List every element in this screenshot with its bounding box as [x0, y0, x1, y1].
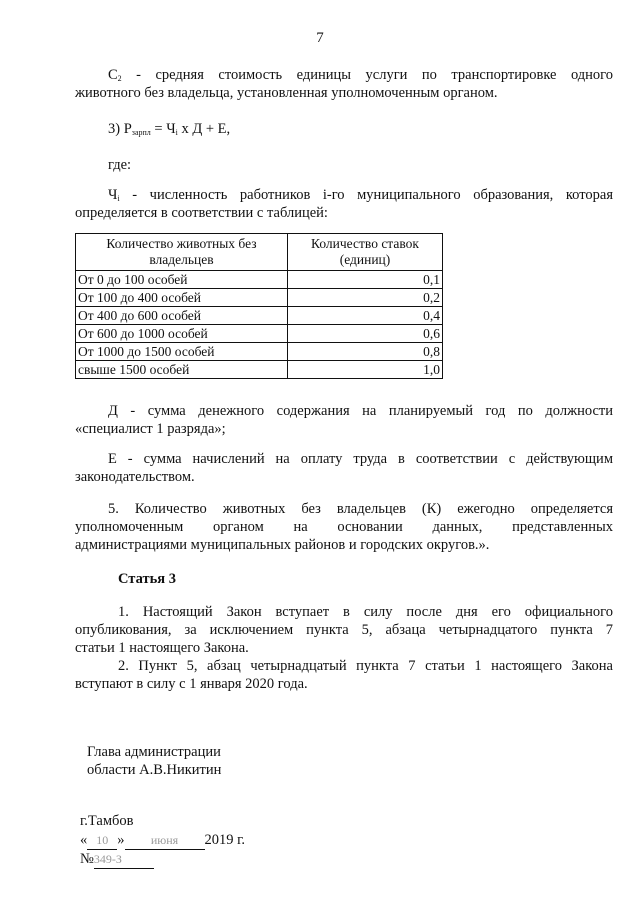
- where-label: где:: [108, 157, 132, 173]
- table-cell-range: От 100 до 400 особей: [76, 289, 288, 307]
- formula-salary: 3) $Р_{зарпл} = Ч_i$ х Д + Е,: [108, 121, 231, 137]
- p5-line2: уполномоченным органом на основании данных, представленных: [75, 519, 613, 535]
- table-cell-range: От 600 до 1000 особей: [76, 325, 288, 343]
- footer-date: « 10 » июня 2019 г.: [80, 832, 246, 848]
- table-cell-range: От 400 до 600 особей: [76, 307, 288, 325]
- ch-definition-line1: $Ч_i$ - численность работников i-го муниципального образования, которая: [108, 187, 613, 203]
- e-definition-line2: законодательством.: [75, 469, 195, 485]
- signature-title-line1: Глава администрации: [87, 744, 221, 760]
- ch-definition-line2: определяется в соответствии с таблицей:: [75, 205, 328, 221]
- article3-item1-line3: статьи 1 настоящего Закона.: [75, 640, 249, 656]
- d-definition-line2: «специалист 1 разряда»;: [75, 421, 226, 437]
- article3-item1-line1: 1. Настоящий Закон вступает в силу после дня его официального: [118, 604, 613, 620]
- c2-definition-line1: $С_2$ - средняя стоимость единицы услуги по транспортировке одного: [108, 67, 613, 83]
- table-row: [76, 325, 443, 343]
- staff-rates-table: [75, 233, 443, 379]
- table-cell-rate: 0,8: [288, 343, 443, 361]
- table-row: [76, 361, 443, 379]
- table-header-animals: Количество животных без владельцев: [76, 234, 288, 271]
- table-cell-range: От 1000 до 1500 особей: [76, 343, 288, 361]
- table-row: [76, 307, 443, 325]
- c2-definition-line2: животного без владельца, установленная уполномоченным органом.: [75, 85, 498, 101]
- article3-heading: Статья 3: [118, 571, 176, 587]
- table-cell-range: свыше 1500 особей: [76, 361, 288, 379]
- footer-number: №349-З: [80, 850, 154, 869]
- table-row: [76, 289, 443, 307]
- p5-line3: администрациями муниципальных районов и городских округов.».: [75, 537, 490, 553]
- article3-item1-line2: опубликования, за исключением пункта 5, абзаца четырнадцатого пункта 7: [75, 622, 613, 638]
- article3-item2-line2: вступают в силу с 1 января 2020 года.: [75, 676, 308, 692]
- footer-city: г.Тамбов: [80, 813, 134, 829]
- p5-line1: 5. Количество животных без владельцев (К) ежегодно определяется: [108, 501, 613, 517]
- table-cell-rate: 0,2: [288, 289, 443, 307]
- table-cell-rate: 0,1: [288, 271, 443, 289]
- table-cell-rate: 0,4: [288, 307, 443, 325]
- d-definition-line1: Д - сумма денежного содержания на планируемый год по должности: [108, 403, 613, 419]
- table-cell-range: От 0 до 100 особей: [76, 271, 288, 289]
- footer-date-month: июня: [125, 831, 205, 850]
- article3-item2-line1: 2. Пункт 5, абзац четырнадцатый пункта 7 статьи 1 настоящего Закона: [118, 658, 613, 674]
- footer-date-day: 10: [87, 831, 117, 850]
- page-number: 7: [316, 30, 324, 46]
- table-row: [76, 271, 443, 289]
- table-cell-rate: 1,0: [288, 361, 443, 379]
- table-header-rates: Количество ставок (единиц): [288, 234, 443, 271]
- signature-title-line2: области А.В.Никитин: [87, 762, 222, 778]
- footer-number-value: 349-З: [94, 850, 154, 869]
- table-cell-rate: 0,6: [288, 325, 443, 343]
- e-definition-line1: Е - сумма начислений на оплату труда в соответствии с действующим: [108, 451, 613, 467]
- table-header-row: [76, 234, 443, 271]
- table-row: [76, 343, 443, 361]
